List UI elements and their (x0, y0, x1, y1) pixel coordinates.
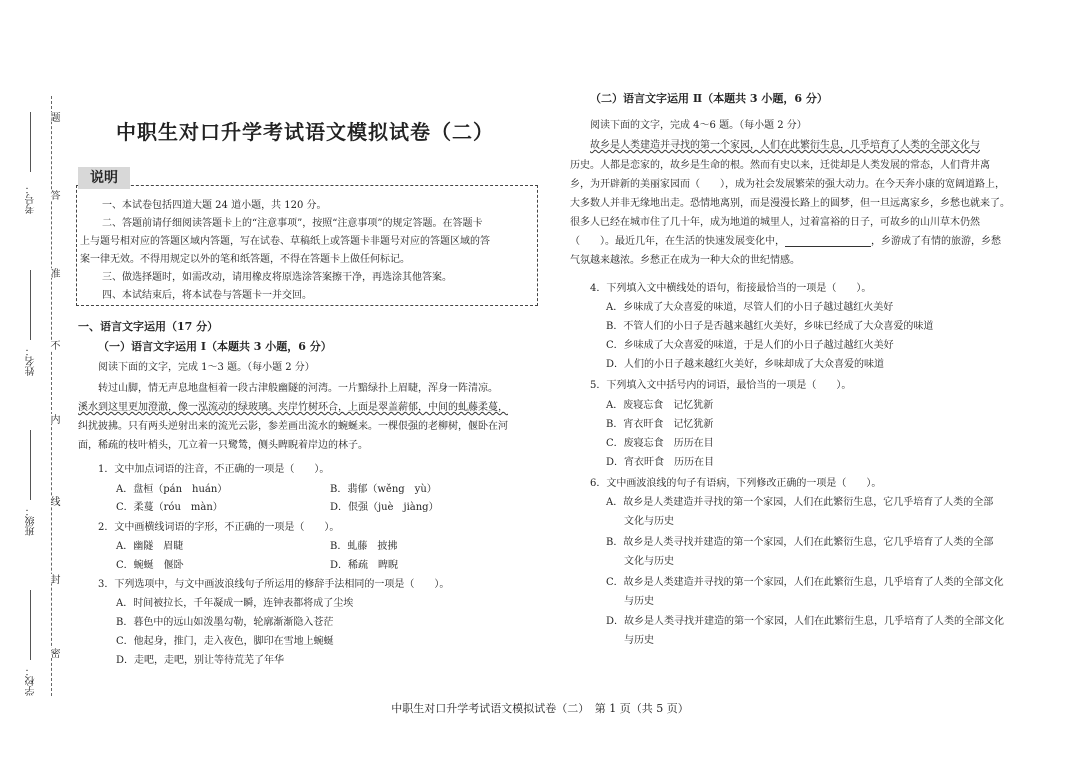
class-line (30, 430, 31, 500)
passage-line: 历史。人都是恋家的，故乡是生命的根。然而有史以来，迁徙却是人类发展的常态，人们背井离 (570, 160, 990, 171)
option-continuation: 与历史 (624, 596, 654, 607)
binding-char: 密 (48, 648, 59, 658)
binding-char: 不 (48, 340, 59, 350)
option: C．废寝忘食 历历在目 (606, 438, 714, 449)
passage-line: 溪水到这里更加澄澈，像一泓流动的绿玻璃。夹岸竹树环合，上面是翠盖薪郁，中间的虬藤柔蔓， (78, 402, 508, 413)
option: B．宵衣旰食 记忆犹新 (606, 419, 714, 430)
notice-item: 三、做选择题时，如需改动，请用橡皮将原选涂答案擦干净，再选涂其他答案。 (102, 272, 452, 283)
school-label: 学校： (26, 666, 37, 696)
question-stem: 4．下列填入文中横线处的语句，衔接最恰当的一项是（ ）。 (590, 283, 872, 294)
option: B．不管人们的小日子是否越来越红火美好，乡味已经成了大众喜爱的味道 (606, 321, 934, 332)
passage-line: 纠扰披拂。只有两头逆射出来的流光云影，参差画出流水的蜿蜒来。一棵佷强的老柳树，偃卧在河 (78, 421, 508, 432)
page-footer: 中职生对口升学考试语文模拟试卷（二） 第 1 页（共 5 页） (391, 702, 689, 715)
binding-char: 题 (48, 112, 59, 122)
binding-char: 线 (48, 496, 59, 506)
binding-char: 准 (48, 268, 59, 278)
passage-line: 大多数人并非无缘地出走。恐情地离别，而是漫漫长路上的圆梦，但一旦远离家乡，乡愁也就来了。 (570, 198, 1010, 209)
notice-item: 二、答题前请仔细阅读答题卡上的“注意事项”，按照“注意事项”的规定答题。在答题卡 (102, 218, 483, 229)
notice-item: 上与题号相对应的答题区域内答题，写在试卷、草稿纸上或答题卡非题号对应的答题区域的答 (80, 236, 490, 247)
class-label: 班级： (26, 506, 37, 536)
binding-char: 答 (48, 190, 59, 200)
passage-line: 很多人已经在城市住了几十年，成为地道的城里人，过着富裕的日子，可故乡的山川草木仍然 (570, 217, 980, 228)
name-line (30, 270, 31, 340)
notice-item: 四、本试结束后，将本试卷与答题卡一并交回。 (102, 290, 312, 301)
question-stem: 5．下列填入文中括号内的词语，最恰当的一项是（ ）。 (590, 380, 852, 391)
option-continuation: 文化与历史 (624, 516, 674, 527)
option: A．废寝忘食 记忆犹新 (606, 400, 714, 411)
notice-item: 案一律无效。不得用规定以外的笔和纸答题，不得在答题卡上做任何标记。 (80, 254, 410, 265)
instruction: 阅读下面的文字，完成 4～6 题。（每小题 2 分） (590, 120, 807, 131)
option-continuation: 文化与历史 (624, 556, 674, 567)
option: B．翡郁（wěng yù） (330, 484, 437, 495)
question-stem: 2．文中画横线词语的字形，不正确的一项是（ ）。 (98, 522, 340, 533)
notice-item: 一、本试卷包括四道大题 24 道小题，共 120 分。 (102, 200, 327, 211)
passage-line: 乡，为开辟新的美丽家园而（ ），成为社会发展繁荣的强大动力。在今天奔小康的宽阔道路上， (570, 179, 1005, 190)
option: D．走吧，走吧，别让等待荒芜了年华 (116, 655, 285, 666)
option-continuation: 与历史 (624, 635, 654, 646)
school-line (30, 590, 31, 660)
binding-dashed-line (51, 96, 52, 696)
option: B．暮色中的远山如泼墨勾勒，轮廓渐渐隐入苍茫 (116, 617, 334, 628)
option: D．稀疏 睥睨 (330, 560, 399, 571)
page-title: 中职生对口升学考试语文模拟试卷（二） (116, 120, 494, 144)
option: D．宵衣旰食 历历在目 (606, 457, 715, 468)
exam-number-label: 考号： (26, 184, 37, 214)
question-stem: 6．文中画波浪线的句子有语病，下列修改正确的一项是（ ）。 (590, 478, 882, 489)
option: A．乡味成了大众喜爱的味道，尽管人们的小日子越过越红火美好 (606, 302, 894, 313)
option: D．佷强（juè jiàng） (330, 502, 439, 513)
option: C．他起身，推门，走入夜色，脚印在雪地上蜿蜒 (116, 636, 334, 647)
fill-blank (785, 236, 871, 247)
passage-line: 面，稀疏的枝叶梢头，兀立着一只鹭鸶，侧头睥睨着岸边的林子。 (78, 440, 368, 451)
option: C．柔蔓（róu màn） (116, 502, 223, 513)
option: A．幽隧 眉睫 (116, 541, 184, 552)
option: D．人们的小日子越来越红火美好，乡味却成了大众喜爱的味道 (606, 359, 885, 370)
option: C．乡味成了大众喜爱的味道，于是人们的小日子越过越红火美好 (606, 340, 894, 351)
passage-segment: （ ）。最近几年，在生活的快速发展变化中， (570, 236, 785, 247)
passage-line: 故乡是人类建造并寻找的第一个家园，人们在此繁衍生息，几乎培育了人类的全部文化与 (590, 140, 980, 151)
option: A．时间被拉长，千年凝成一瞬，连钟表都将成了尘埃 (116, 598, 354, 609)
option: C．蜿蜒 偃卧 (116, 560, 184, 571)
passage-line: 转过山脚，情无声息地盘桓着一段古津般幽隧的河湾。一片黯绿扑上眉睫，浑身一阵清凉。 (98, 383, 498, 394)
option: A．故乡是人类建造并寻找的第一个家园，人们在此繁衍生息，它几乎培育了人类的全部 (606, 497, 994, 508)
option: A．盘桓（pán huán） (116, 484, 228, 495)
question-stem: 3．下列选项中，与文中画波浪线句子所运用的修辞手法相同的一项是（ ）。 (98, 579, 450, 590)
name-label: 姓名： (26, 346, 37, 376)
passage-line (570, 232, 1001, 247)
question-stem: 1．文中加点词语的注音，不正确的一项是（ ）。 (98, 464, 330, 475)
option: B．虬藤 披拂 (330, 541, 398, 552)
instruction: 阅读下面的文字，完成 1～3 题。（每小题 2 分） (98, 362, 315, 373)
binding-char: 内 (48, 414, 59, 424)
option: D．故乡是人类寻找并建造的第一个家园，人们在此繁衍生息，几乎培育了人类的全部文化 (606, 616, 1005, 627)
notice-heading: 说明 (78, 167, 130, 189)
option: C．故乡是人类建造并寻找的第一个家园，人们在此繁衍生息，几乎培育了人类的全部文化 (606, 577, 1004, 588)
subsection-heading: （二）语言文字运用 Ⅱ（本题共 3 小题，6 分） (590, 92, 828, 105)
option: B．故乡是人类寻找并建造的第一个家园，人们在此繁衍生息，它几乎培育了人类的全部 (606, 537, 994, 548)
passage-line: 气氛越来越浓。乡愁正在成为一种大众的世纪情感。 (570, 255, 800, 266)
binding-char: 封 (48, 574, 59, 584)
section-heading: 一、语言文字运用（17 分） (78, 320, 219, 333)
subsection-heading: （一）语言文字运用 Ⅰ（本题共 3 小题，6 分） (98, 340, 332, 353)
passage-segment: ，乡游成了有情的旅游，乡愁 (871, 236, 1001, 247)
